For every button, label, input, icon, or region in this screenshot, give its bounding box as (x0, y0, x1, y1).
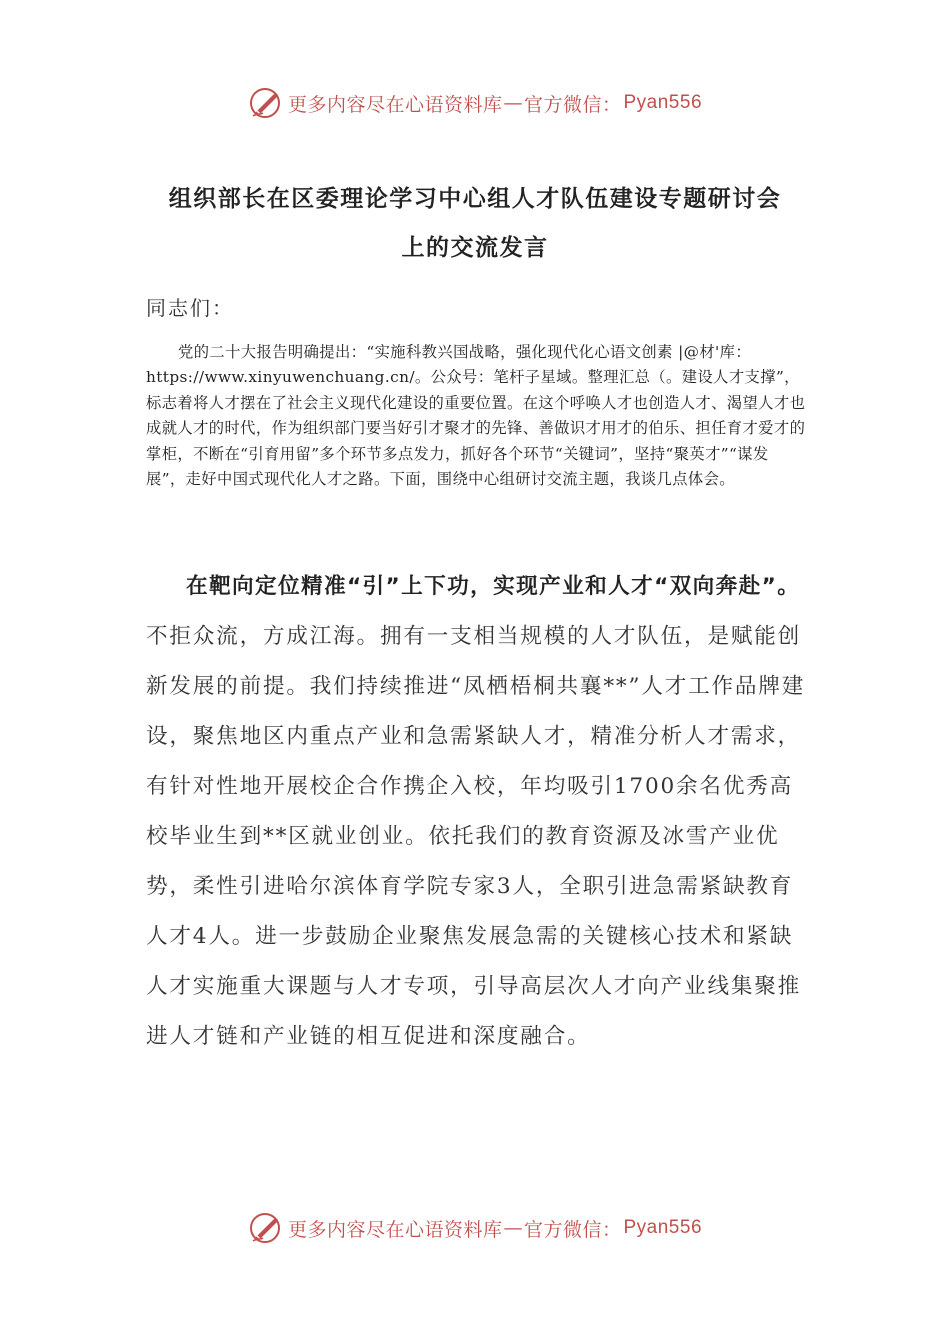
watermark-text: 更多内容尽在心语资料库 (287, 1218, 503, 1241)
watermark-text: 更多内容尽在心语资料库 (287, 93, 503, 116)
watermark-wechat-id: Pyan556 (623, 1217, 703, 1238)
section-1-heading: 在靶向定位精准“引”上下功，实现产业和人才“双向奔赴”。 (186, 574, 801, 599)
intro-paragraph (146, 340, 806, 492)
watermark-separator: — (503, 1217, 523, 1239)
document-title-line-1: 组织部长在区委理论学习中心组人才队伍建设专题研讨会 (168, 186, 782, 212)
watermark-wechat-id: Pyan556 (623, 92, 703, 113)
quill-pen-logo-icon (248, 86, 282, 120)
footer-watermark (0, 1211, 950, 1245)
watermark-separator: — (503, 92, 523, 114)
intro-paragraph-text: 党的二十大报告明确提出：“实施科教兴国战略，强化现代化心语文创素 |@材'库：https://www.xinyuwenchuang.cn/。公众号：笔杆子星域。整理汇总（。建设人才支撑”，标志着将人才摆在了社会主义现代化建设的重要位置。在这个呼唤人才也创造人才、渴望人才也成就人才的时代，作为组织部门要当好引才聚才的先锋、善做识才用才的伯乐、担任育才爱才的掌柜，不断在“引育用留”多个环节多点发力，抓好各个环节“关键词”，坚持“聚英才”“谋发展”，走好中国式现代化人才之路。下面，围绕中心组研讨交流主题，我谈几点体会。 (146, 343, 806, 489)
quill-pen-logo-icon (248, 1211, 282, 1245)
salutation: 同志们： (146, 296, 234, 320)
section-1-body: 不拒众流，方成江海。拥有一支相当规模的人才队伍，是赋能创新发展的前提。我们持续推进“凤栖梧桐共襄**”人才工作品牌建设，聚焦地区内重点产业和急需紧缺人才，精准分析人才需求，有针对性地开展校企合作携企入校，年均吸引1700余名优秀高校毕业生到**区就业创业。依托我们的教育资源及冰雪产业优势，柔性引进哈尔滨体育学院专家3人，全职引进急需紧缺教育人才4人。进一步鼓励企业聚焦发展急需的关键核心技术和紧缺人才实施重大课题与人才专项，引导高层次人才向产业线集聚推进人才链和产业链的相互促进和深度融合。 (146, 624, 806, 1049)
watermark-wechat-label: 官方微信： (523, 1218, 622, 1241)
section-1-paragraph (146, 562, 808, 1062)
watermark-wechat-label: 官方微信： (523, 93, 622, 116)
header-watermark (0, 86, 950, 120)
document-title-line-2: 上的交流发言 (401, 235, 549, 261)
